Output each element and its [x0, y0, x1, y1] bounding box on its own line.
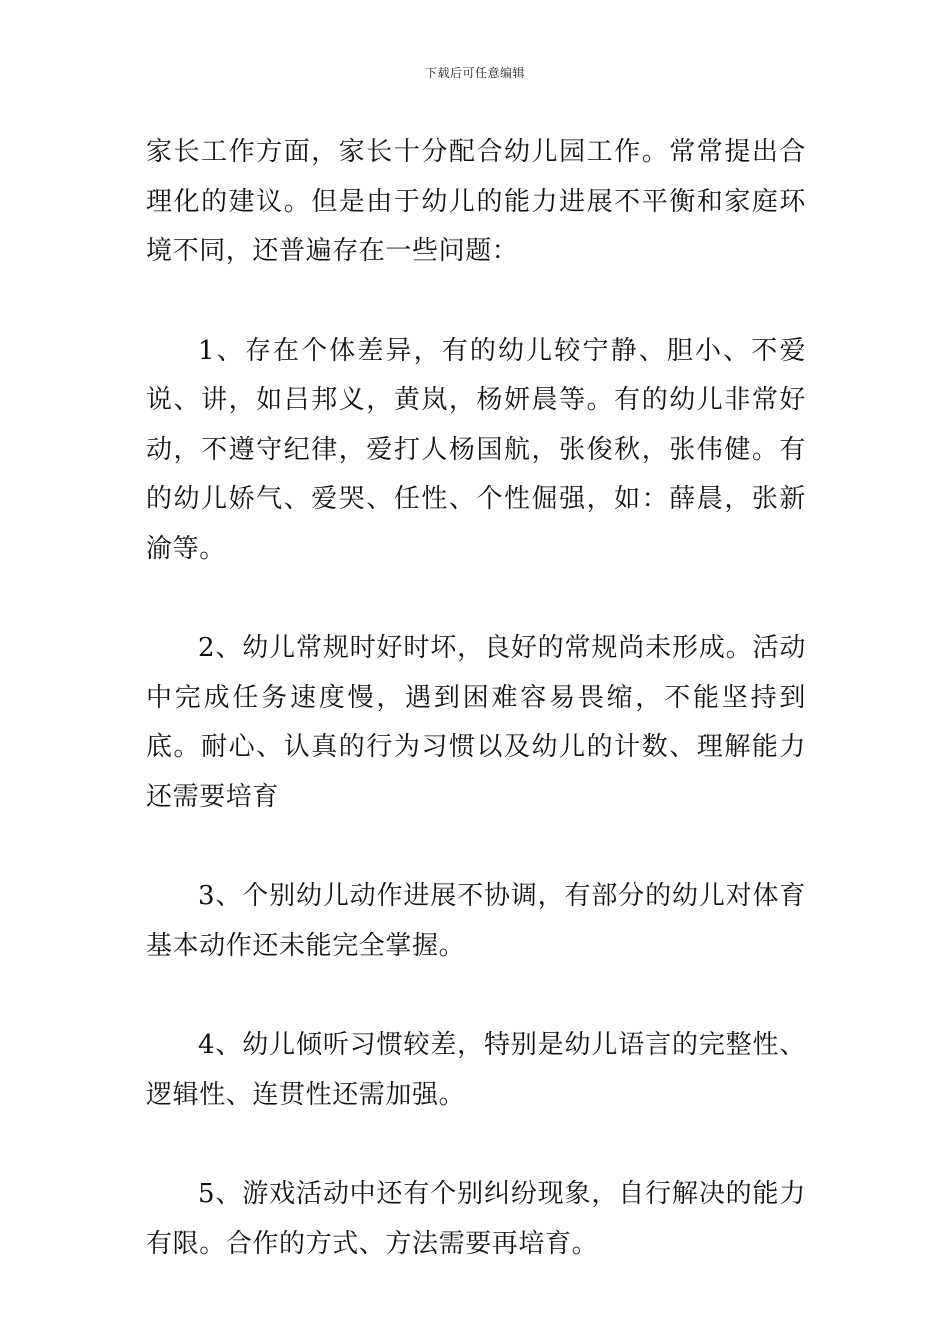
paragraph-spacer	[146, 1120, 806, 1170]
document-body	[146, 128, 806, 1269]
paragraph-item-2: 2、幼儿常规时好时坏，良好的常规尚未形成。活动中完成任务速度慢，遇到困难容易畏缩，不能坚持到底。耐心、认真的行为习惯以及幼儿的计数、理解能力还需要培育	[146, 633, 806, 812]
paragraph-intro: 家长工作方面，家长十分配合幼儿园工作。常常提出合理化的建议。但是由于幼儿的能力进展不平衡和家庭环境不同，还普遍存在一些问题：	[146, 137, 806, 266]
paragraph-item-3: 3、个别幼儿动作进展不协调，有部分的幼儿对体育基本动作还未能完全掌握。	[146, 881, 806, 961]
paragraph-spacer	[146, 822, 806, 872]
paragraph-spacer	[146, 574, 806, 624]
paragraph-item-1: 1、存在个体差异，有的幼儿较宁静、胆小、不爱说、讲，如吕邦义，黄岚，杨妍晨等。有的幼儿非常好动，不遵守纪律，爱打人杨国航，张俊秋，张伟健。有的幼儿娇气、爱哭、任性、个性倔强，如：薛晨，张新渝等。	[146, 335, 806, 564]
paragraph-item-4: 4、幼儿倾听习惯较差，特别是幼儿语言的完整性、逻辑性、连贯性还需加强。	[146, 1030, 806, 1110]
paragraph-spacer	[146, 277, 806, 327]
paragraph-spacer	[146, 971, 806, 1021]
paragraph-item-5: 5、游戏活动中还有个别纠纷现象，自行解决的能力有限。合作的方式、方法需要再培育。	[146, 1179, 806, 1259]
page-header-note: 下载后可任意编辑	[424, 66, 525, 80]
